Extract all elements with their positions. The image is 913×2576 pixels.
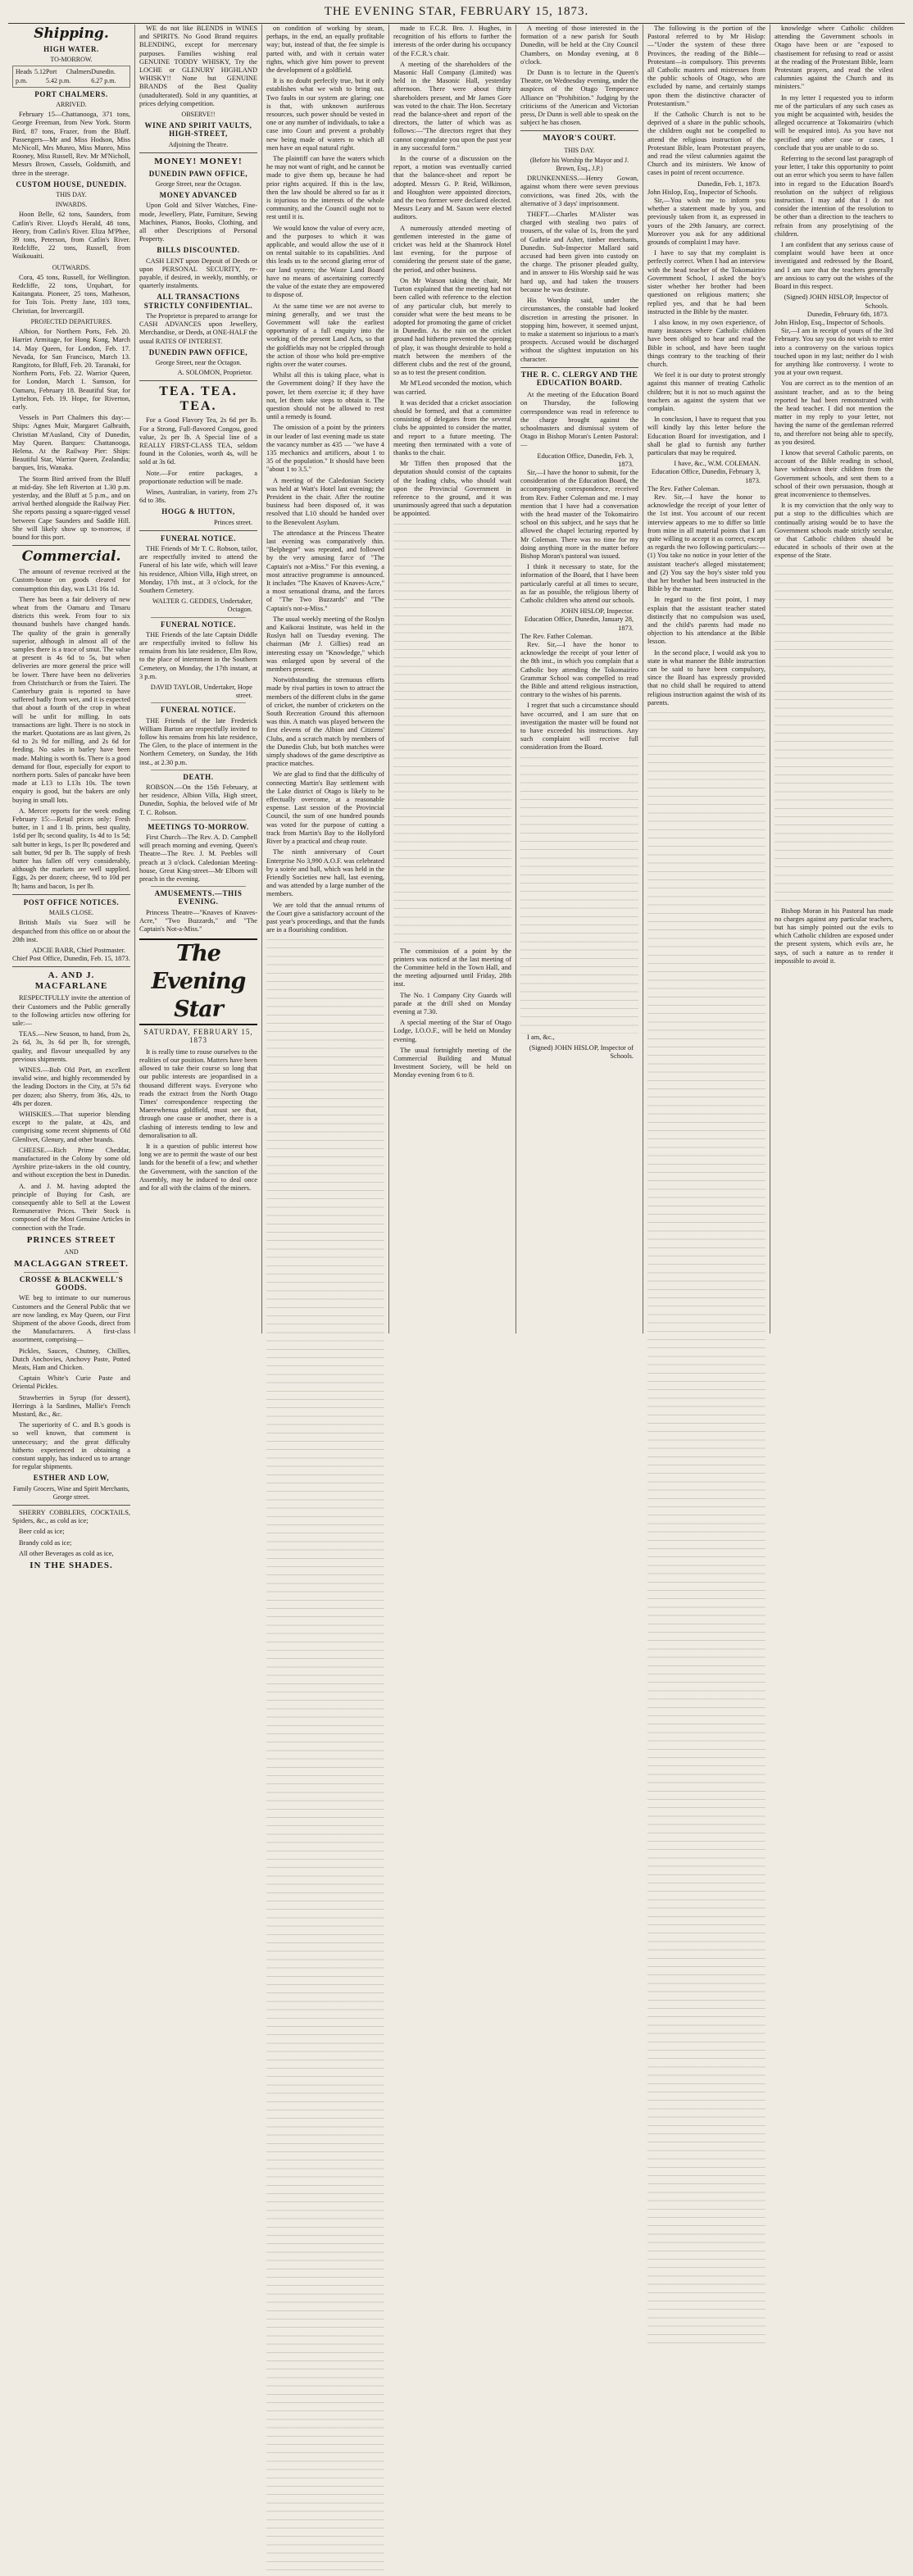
col6-p8: Rev. Sir,—I have the honor to acknowledge the receipt of your letter of the 1st inst. You account of our recent interview appears to me to differ so little from mine in all material points that I am quite willing to accept it as correct, except as regards the two following particulars:—(1) You take no notice in your letter of the assistant teacher's alleged misstatement; and (2) You say the boy's sister told you that her brother had been instructed in the Bible by the master.: [647, 493, 765, 593]
newspaper-flag: The Evening Star: [139, 938, 257, 1025]
post-text: British Mails via Suez will be despatched from this office on or about the 20th inst.: [12, 919, 130, 943]
col6-p3: Sir,—You wish me to inform you whether a statement made by you, and previously taken from it, as expressed in yours of the 29th January, are correct. Moreover you ask for any additional grounds of complaint I may have.: [647, 197, 765, 247]
cash-lent: CASH LENT upon Deposit of Deeds or upon PERSONAL SECURITY, re-payable, if desired, in weekly, monthly, or quarterly instalments.: [139, 257, 257, 290]
maclaggan-street: MACLAGGAN STREET.: [14, 1259, 129, 1269]
col7-p5: Sir,—I am in receipt of yours of the 3rd February. You say you do not wish to enter into a controversy on the various topics touched upon in my last; neither do I wish for anything like controversy. I wrote to you at your own request.: [774, 327, 893, 377]
meetings-text: First Church—The Rev. A. D. Campbell will preach morning and evening. Queen's Theatre—The Rev. J. M. Peebles will preach at 3 o'clock. Caledonian Meeting-house, Great King-street—Mr Elborn will preach in the evening.: [139, 834, 257, 884]
tide-dunedin: Dunedin. 6.27 p.m.: [91, 68, 116, 84]
col3-p8: A meeting of the Caledonian Society was held at Watt's Hotel last evening; the President in the chair. After the routine business had been disposed of, it was resolved that L10 should be handed over to the Benevolent Asylum.: [266, 476, 384, 526]
post-office-heading: POST OFFICE NOTICES.: [23, 897, 120, 906]
col3-p6: Whilst all this is taking place, what is the Government doing? If they have the power, let them exercise it; if they have not, let them take steps to obtain it. The question should not be allowed to rest until a remedy is found.: [266, 371, 384, 421]
col3-p12: We are glad to find that the difficulty of connecting Martin's Bay settlement with the Lake district of Otago is likely to be effectually overcome, at a reasonable expense. Last session of the Provincial Council, the sum of one hundred pounds was voted for the purpose of cutting a track from Martin's Bay to the Hollyford River by a practical and cheap route.: [266, 770, 384, 846]
high-water-when: TO-MORROW.: [50, 56, 93, 64]
masthead: THE EVENING STAR, FEBRUARY 15, 1873.: [8, 5, 905, 24]
macfarlane-p3: WINES.—Bob Old Port, an excellent invalid wine, and highly recommended by the leading Doctors in the City, at 57s 6d per dozen; also Sherry, from 36s, 42s, to 48s per dozen.: [12, 1065, 130, 1107]
crosse-p5: The superiority of C. and B.'s goods is so well known, that comment is unnecessary; and the great difficulty hitherto experienced in obtaining a constant supply, has induced us to arrange for regular shipments.: [12, 1421, 130, 1471]
column-5: [516, 25, 643, 1333]
shipping-heading: Shipping.: [34, 25, 109, 42]
mayors-court-heading: MAYOR'S COURT.: [543, 134, 616, 143]
macfarlane-p6: A. and J. M. having adopted the principle of Buying for Cash, are consequently able to Sell at the Lowest Remunerative Prices. Their Stock is composed of the Most Genuine Articles in connection with the Trade.: [12, 1182, 130, 1232]
body-text-lines: [266, 937, 384, 2576]
macfarlane-p4: WHISKIES.—That superior blending except to the palate, at 42s, and comprising some recent shipments of Old Glenlivet, Glenury, and other brands.: [12, 1110, 130, 1143]
meetings-heading: MEETINGS TO-MORROW.: [148, 822, 249, 831]
rc-p2: Sir,—I have the honor to submit, for the consideration of the Education Board, the accompanying correspondence, received from Rev. Father Coleman and me. I may mention that I have had a conversation with the head master of the Tokomairiro school on this subject, and he says that he allowed the chapel lecturing reported by Mr Coleman. There was no time for my doing anything more in the matter before Bishop Moran's pastoral was issued.: [520, 468, 638, 560]
vessels-text: Vessels in Port Chalmers this day:—Ships: Agnes Muir, Margaret Galbraith, Christian M'Ausland, City of Dunedin, May Queen. Barques: Chattanooga, Helena. At the Railway Pier: Ships: Beautiful Star, Warrior Queen, Zealandia; barques, Iris, Wanaka.: [12, 414, 130, 472]
col4-p9: The commission of a point by the printers was noticed at the last meeting of the Committee held in the Town Hall, and the meeting adjourned until Friday, 28th inst.: [393, 947, 511, 988]
col6-p1: The following is the portion of the Pastoral referred to by Mr Hislop:—"Under the system of these three Provinces, the reading of the Bible—Protestant—is compulsory. This prevents all Catholic masters and mistresses from the public schools of Otago, who are excluded by name, and certainly stamps upon them the distinctive character of Protestantism.": [647, 25, 765, 107]
rc-clergy-heading: THE R. C. CLERGY AND THE EDUCATION BOARD.: [520, 370, 638, 388]
col5-p2: Dr Dunn is to lecture in the Queen's Theatre, on Wednesday evening, under the auspices of the Otago Temperance Alliance on "Prohibition." Judging by the criticisms of the American and Victorian press, Dr Dunn is well able to speak on the subject he has chosen.: [520, 69, 638, 127]
col6-addressee-2: The Rev. Father Coleman.: [647, 484, 720, 493]
col4-p6: Mr M'Leod seconded the motion, which was carried.: [393, 379, 511, 396]
high-water-title: HIGH WATER.: [43, 45, 99, 53]
and-label: AND: [64, 1247, 79, 1256]
col3-p9: The attendance at the Princess Theatre last evening was comparatively thin. "Belphegor" was repeated, and followed by the very amusing farce of "The Captain's not a-Miss." For this evening, a most attractive programme is announced. It includes "The Knaves of Knaves-Acre," a most sensational drama, and the farces of "The Two Buzzards" and "The Captain's not-a-Miss.": [266, 529, 384, 612]
col7-p6: You are correct as to the mention of an assistant teacher, and as to the being reported he had been remonstrated with the head teacher. I did not mention the matter in my reply to your letter, not having the name of the gentleman referred to, and therefore not being able to specify, as you desired.: [774, 379, 893, 446]
flag-date: SATURDAY, FEBRUARY 15, 1873: [143, 1028, 253, 1045]
amusements-heading: AMUSEMENTS.—THIS EVENING.: [154, 889, 243, 906]
commercial-heading: Commercial.: [21, 548, 121, 566]
pawn-office-2: DUNEDIN PAWN OFFICE,: [148, 348, 248, 357]
col7-p4: I am confident that any serious cause of complaint would have been at once investigated and redressed by the Board, and I am sure that the teachers generally are anxious to carry out the wishes of the Board in this respect.: [774, 241, 893, 291]
rc-signature: JOHN HISLOP, Inspector.: [561, 607, 634, 616]
rc-p4: Rev. Sir,—I have the honor to acknowledge the receipt of your letter of the 8th inst., in which you complain that a Catholic boy attending the Tokomairiro Grammar School was compelled to read the Bible and attend religious instruction, contrary to the wishes of his parents.: [520, 641, 638, 699]
col4-p11: A special meeting of the Star of Otago Lodge, I.O.O.F., will be held on Monday evening.: [393, 1019, 511, 1043]
crosse-p4: Strawberries in Syrup (for dessert), Herrings à la Sardines, Mallie's French Mustard, &c., &c.: [12, 1393, 130, 1419]
col4-p12: The usual fortnightly meeting of the Commercial Building and Mutual Investment Society, will be held on Monday evening from 6 to 8.: [393, 1046, 511, 1079]
commercial-p3: A. Mercer reports for the week ending February 15:—Retail prices only: Fresh butter, in 1 and 1 lb. prints, best quality, 1s6d per lb; second quality, 1s 4d to 1s 5d; salt butter in kegs, 1s per lb; powdered and salt butter, 9d per lb. The supply of fresh butter has fallen off very considerably, although the markets are well supplied. Eggs, 2s per dozen; cheese, 9d to 10d per lb; hams and bacon, 1s per lb.: [12, 806, 130, 890]
projected-text: Albion, for Northern Ports, Feb. 20. Harriet Armitage, for Hong Kong, March 14. May Queen, for London, Feb. 17. Nevada, for San Francisco, March 13. Rangitoto, for Bluff, Feb. 20. Taranaki, for Northern Ports, Feb. 22. Warrior Queen, for London, March 1. Samson, for Oamaru, February 18. Beautiful Star, for Lyttelton, Feb. 19. Hope, for Riverton, early.: [12, 328, 130, 411]
princes-street: PRINCES STREET: [26, 1234, 116, 1245]
tea-text: For a Good Flavory Tea, 2s 6d per lb. For a Strong, Full-flavored Congou, good value, 2s per lb. A Special line of a REALLY FIRST-CLASS TEA, seldom found in the Colonies, worth 4s, will be sold at 3s 6d.: [139, 416, 257, 466]
geddes-signature: WALTER G. GEDDES, Undertaker, Octagon.: [152, 597, 252, 614]
mayor-p2: THEFT.—Charles M'Alister was charged with stealing two pairs of trousers, of the value of 1s, from the yard of Guthrie and Asher, timber merchants, Dunedin. Sub-Inspector Mallard said accused had been given into custody on the charge. The prisoner pleaded guilty, and in answer to His Worship said he was hard up, and had taken the trousers because he was destitute.: [520, 211, 638, 293]
funeral-2-text: THE Friends of the late Captain Diddle are respectfully invited to follow his remains from his late residence, Elm Row, to the place of internment in the Southern Cemetery, on Monday, the 17th instant, at 3 p.m.: [139, 630, 257, 680]
blends-ad: WE do not like BLENDS in WINES and SPIRITS. No Good Brand requires BLENDING, except for mercenary purposes. Families wishing real GENUINE TODDY WHISKY, Try the LOCHE or GLENURY HIGHLAND WHISKY!! None but GENUINE BRANDS of the Best Quality (unadulterated). Sold in any quantities, at prices defying competition.: [139, 25, 257, 107]
pawn-address-2: George Street, near the Octagon.: [155, 358, 242, 366]
column-3: [262, 25, 389, 1333]
pawn-text: Upon Gold and Silver Watches, Fine-mode, Jewellery, Plate, Furniture, Sewing Machines, Pianos, Books, Clothing, and all other Descriptions of Personal Property.: [139, 202, 257, 243]
body-text-lines: [393, 521, 511, 947]
col6-p4: I have to say that my complaint is perfectly correct. When I had an interview with the head teacher of the Tokomairiro Government School, I asked the boy's sister whether her brother had been questioned on religious matters; she replied yes, and that he had been instructed in the Bible by the master.: [647, 249, 765, 316]
column-4: [389, 25, 516, 1333]
crosse-p2: Pickles, Sauces, Chutney, Chillies, Dutch Anchovies, Anchovy Paste, Potted Meats, Ham and Chicken.: [12, 1347, 130, 1372]
col6-p7: In conclusion, I have to request that you will kindly lay this letter before the Education Board for investigation, and I shall be glad to furnish any further particulars that may be required.: [647, 416, 765, 457]
proprietor-text: The Proprietor is prepared to arrange for CASH ADVANCES upon Jewellery, Merchandise, or Deeds, at ONE-HALF the usual RATES OF INTEREST.: [139, 311, 257, 345]
outwards-text: Cora, 45 tons, Russell, for Wellington. Redcliffe, 22 tons, Urquhart, for Kaitangata. Pioneer, 25 tons, Matheson, for Tois Tois. Pretty Jane, 103 tons, Christian, for Invercargill.: [12, 273, 130, 315]
amusements-text: Princess Theatre—"Knaves of Knaves-Acre," "Two Buzzards," and "The Captain's Not-a-Miss.": [139, 908, 257, 934]
col4-p8: Mr Tiffen then proposed that the deputation should consist of the captains of the leading clubs, who should wait upon the Provincial Government in reference to the ground, and it was unanimously agreed that such a deputation be appointed.: [393, 460, 511, 518]
col4-p10: The No. 1 Company City Guards will parade at the drill shed on Monday evening at 7.30.: [393, 991, 511, 1015]
body-text-lines: [774, 563, 893, 907]
body-text-lines: [647, 710, 765, 2349]
col6-office: Dunedin, Feb. 1, 1873.: [697, 179, 761, 188]
columns: [8, 25, 905, 1571]
macfarlane-p2: TEAS.—New Season, to hand, from 2s, 2s 6d, 3s, 3s 6d per lb, for strength, quality, and flavour unequalled by any previous shipments.: [12, 1030, 130, 1063]
col4-p3: In the course of a discussion on the report, a motion was eventually carried that the balance-sheet and report be adopted. Messrs G. P. Reid, Wilkinson, and Houghton were appointed directors, and the two former were declared elected. Messrs Leary and M. Saxon were elected auditors.: [393, 155, 511, 221]
confidential: ALL TRANSACTIONS STRICTLY CONFIDENTIAL.: [143, 293, 253, 310]
col6-p10: In the second place, I would ask you to state in what manner the Bible instruction can be said to have been compulsory, since the Board has expressly provided that no child shall be required to attend religious instruction against the wish of its parents.: [647, 648, 765, 706]
storm-bird-text: The Storm Bird arrived from the Bluff at mid-day. She left Riverton at 1.30 p.m. yesterday, and the Bluff at 5 p.m., and on arrival berthed alongside the Railway Pier. She reports passing a square-rigged vessel between Cape Saunders and Saddle Hill. She will likely show up to-morrow, if bound for this port.: [12, 475, 130, 541]
sherry-line: SHERRY COBBLERS, COCKTAILS, Spiders, &c., as cold as ice;: [12, 1509, 130, 1525]
column-2: [135, 25, 262, 1333]
leader-p1: It is really time to rouse ourselves to the realities of our position. Matters have been allowed to take their course so long that our public interests are jeopardised in a thousand different ways. Everyone who reads the extract from the North Otago Times' correspondence respecting the Maerewhenua goldfield, must see that, through one cause or another, there is a clashing of interests tending to low and demoralisation to all.: [139, 1047, 257, 1139]
column-6: [643, 25, 770, 1333]
port-chalmers-heading: PORT CHALMERS.: [34, 89, 108, 98]
hogg-hutton: HOGG & HUTTON,: [161, 507, 235, 516]
money-advanced: MONEY ADVANCED: [159, 191, 238, 200]
funeral-3-heading: FUNERAL NOTICE.: [160, 706, 236, 715]
col6-addressee: John Hislop, Esq., Inspector of Schools.: [647, 188, 758, 196]
mayor-p3: His Worship said, under the circumstances, the constable had looked discretion in arresting the prisoner. In stopping him, however, it seemed unjust, to make a statement so injurious to a man's prospects. Accused would be discharged without the slightest imputation on his character.: [520, 297, 638, 363]
projected-heading: PROJECTED DEPARTURES.: [30, 317, 112, 325]
rc-p1: At the meeting of the Education Board on Thursday, the following correspondence was read in reference to the charge brought against the schoolmasters and dismissal system of Otago in Bishop Moran's Lenten Pastoral:—: [520, 391, 638, 449]
col3-p5: At the same time we are not averse to mining generally, and we trust the Government will take the earliest opportunity of a full enquiry into the working of the present Land Acts, so that the goldfields may not be crippled through the action of those who hold pre-emptive rights over the water courses.: [266, 302, 384, 368]
brandy-line: Brandy cold as ice;: [19, 1538, 72, 1547]
leader-p2: It is a question of public interest how long we are to permit the waste of our best lands for the benefit of a few; and whether the Government, with the sanction of the Assembly, may be induced to deal once and for all with the claims of the miners.: [139, 1142, 257, 1192]
wine-vaults: WINE AND SPIRIT VAULTS, HIGH-STREET,: [144, 121, 252, 139]
mayors-court-before: (Before his Worship the Mayor and J. Brown, Esq., J.P.): [529, 156, 629, 173]
solomon-signature: A. SOLOMON, Proprietor.: [177, 369, 252, 377]
rc-signature-2: (Signed) JOHN HISLOP, Inspector of Schools.: [529, 1043, 634, 1061]
beverages-line: All other Beverages as cold as ice,: [19, 1549, 114, 1557]
col6-p9: In regard to the first point, I may explain that the assistant teacher stated distinctly that no compulsion was used, and the child's parents had made no objection to his attendance at the Bible lesson.: [647, 596, 765, 646]
col7-p2: In my letter I requested you to inform me of the particulars of any such cases as you might be acquainted with, besides the alleged occurrence at Tokomairiro (which will be enquired into). As you have not specified any other case or cases, I conclude that you are unable to do so.: [774, 93, 893, 152]
col7-p1: knowledge where Catholic children attending the Government schools in Otago have been or are "exposed to chastisement for refusing to read or assist at the reading of the Protestant Bible, learn Protestant prayers, and read the vilest calumnies against the Church and its ministers.": [774, 25, 893, 91]
post-place: Chief Post Office, Dunedin, Feb. 15, 1873.: [12, 955, 130, 963]
esther-low: ESTHER AND LOW,: [33, 1474, 110, 1483]
funeral-1-heading: FUNERAL NOTICE.: [160, 534, 236, 543]
death-text: ROBSON.—On the 15th February, at her residence, Albion Villa, High street, Dunedin, Sophia, the beloved wife of Mr T. C. Robson.: [139, 784, 257, 816]
pawn-address: George Street, near the Octagon.: [155, 180, 242, 189]
col6-signature: I have, &c., W.M. COLEMAN.: [674, 460, 761, 468]
col4-p4: A numerously attended meeting of gentlemen interested in the game of cricket was held at the Shamrock Hotel last evening, for the purpose of considering the present state of the game, the period, and other business.: [393, 224, 511, 274]
col5-p1: A meeting of those interested in the formation of a new parish for South Dunedin, will be held at the City Council Chambers, on Monday evening, at 8 o'clock.: [520, 25, 638, 66]
col4-p2: A meeting of the shareholders of the Masonic Hall Company (Limited) was held in the Masonic Hall, yesterday afternoon. There were about thirty shareholders present, and Mr James Gore was voted to the chair. The Hon. Secretary read the balance-sheet and report of the directors, the latter of which was as follows:—"The directors regret that they cannot congratulate you upon the past year in any successful form.": [393, 60, 511, 152]
col6-p6: We feel it is our duty to protest strongly against this manner of treating Catholic children; but it is not so much against the teachers as against the system that we complain.: [647, 371, 765, 412]
rc-p5: I regret that such a circumstance should have occurred, and I am sure that on investigation the master will be found not to have exceeded his instructions. Any such complaint will receive full consideration from the Board.: [520, 702, 638, 752]
col7-p8: It is my conviction that the only way to put a stop to the difficulties which are continually arising would be to have the Government schools made strictly secular, or that Catholic children should be educated in schools of their own at the expense of the State.: [774, 502, 893, 560]
inwards-text: Hoon Belle, 62 tons, Saunders, from Catlin's River. Lloyd's Herald, 48 tons, Henry, from Catlin's River. Eliza M'Phee, 39 tons, Peterson, from Catlin's River. Redcliffe, 22 tons, Russell, from Waikouaiti.: [12, 211, 130, 261]
col3-p1: on condition of working by steam, perhaps, in the end, an equally profitable way; but, instead of that, the fee simple is parted with, and with it certain water rights, which give him power to prevent the development of a goldfield.: [266, 25, 384, 75]
rc-office: Education Office, Dunedin, Feb. 3, 1873.: [537, 452, 634, 468]
mayors-court-day: THIS DAY.: [564, 146, 595, 154]
inwards-heading: INWARDS.: [55, 201, 88, 209]
arrived-text: February 15—Chattanooga, 371 tons, George Freeman, from New York. Storm Bird, 87 tons, Frazer, from the Bluff. Passengers—Mr and Miss Hodson, Miss McNicoll, Mrs Munro, Miss Munro, Miss Rooney, Miss Russell, Rev. Mr M'Nicholl, Messrs Brown, Cassels, Goldsmith, and three in the steerage.: [12, 111, 130, 177]
col7-signature: (Signed) JOHN HISLOP, Inspector of Schools.: [784, 293, 888, 310]
customs-day: THIS DAY.: [56, 191, 87, 199]
tide-port: Port Chalmers 5.42 p.m.: [45, 68, 92, 84]
macfarlane-title: A. AND J. MACFARLANE: [34, 970, 108, 992]
col6-p2: If the Catholic Church is not to be deprived of a share in the public schools, the children ought not be compelled to attend the religious instruction of the Protestant Bible, learn Protestant prayers, and read the vilest calumnies against the Church and its ministers. We know of cases in point of recent occurrence.: [647, 111, 765, 177]
esther-low-sub: Family Grocers, Wine and Spirit Merchants, George street.: [13, 1484, 129, 1501]
col4-p1: made to F.C.R. Bro. J. Hughes, in recognition of his efforts to further the interests of the order during his occupancy of the F.C.R.'s chair.: [393, 25, 511, 57]
col6-office-2: Education Office, Dunedin, February 3, 1873.: [651, 468, 761, 484]
column-7: [770, 25, 897, 1333]
col7-p7: I know that several Catholic parents, on account of the Bible reading in school, have withdrawn their children from the Government schools, and sent them to a school of their own persuasion, though at great inconvenience to themselves.: [774, 448, 893, 498]
mayor-p1: DRUNKENNESS.—Henry Gowan, against whom there were seven previous convictions, was fined 20s, with the alternative of 3 days' imprisonment.: [520, 175, 638, 207]
col7-p3: Referring to the second last paragraph of your letter, I take this opportunity to point out an error which you seem to have fallen into in regard to the Education Board's resolution on the subject of religious instruction. I may add that I do not consider the intention of the resolution to be other than a direction to the teachers to refrain from any proselytising of the children.: [774, 155, 893, 238]
macfarlane-p5: CHEESE.—Rich Prime Cheddar, manufactured in the Colony by some old Ayrshire prize-takers in the old country, and without exception the best in Dunedin.: [12, 1146, 130, 1179]
macfarlane-p1: RESPECTFULLY invite the attention of their Customers and the Public generally to the following articles now offering for sale:—: [12, 994, 130, 1027]
mails-close: MAILS CLOSE.: [48, 909, 94, 917]
col3-p13: The ninth anniversary of Court Enterprise No 3,990 A.O.F. was celebrated by a soirée and ball, which was held in the Friendly Societies new hall, last evening, and was attended by a large number of the members.: [266, 848, 384, 898]
shades-title: IN THE SHADES.: [30, 1561, 113, 1571]
column-1: [8, 25, 135, 1571]
bills-discounted: BILLS DISCOUNTED.: [157, 246, 240, 255]
body-text-lines: [520, 755, 638, 1034]
col7-p9: Bishop Moran in his Pastoral has made no charges against any particular teachers, but has simply pointed out the evils to which Catholic children are exposed under the present system, which evils are, he says, of such a nature as to render it impossible to avoid it.: [774, 906, 893, 965]
post-signature: ADCIE BARR, Chief Postmaster.: [32, 946, 125, 954]
commercial-p1: The amount of revenue received at the Custom-house on goods cleared for consumption this day, was L31 16s 1d.: [12, 568, 130, 593]
tea-wines: Wines, Australian, in variety, from 27s 6d to 38s.: [139, 488, 257, 505]
outwards-heading: OUTWARDS.: [52, 263, 91, 271]
col4-p7: It was decided that a cricket association should be formed, and that a committee consisting of delegates from the several clubs be appointed to consider the matter, and report to a future meeting. The meeting then terminated with a vote of thanks to the chair.: [393, 398, 511, 457]
rc-p3: I think it necessary to state, for the information of the Board, that I have been particularly careful at all times to secure, as far as possible, the religious liberty of Catholic children who attend our schools.: [520, 563, 638, 604]
tide-table: [12, 66, 130, 87]
pawn-office: DUNEDIN PAWN OFFICE,: [148, 169, 248, 178]
adjoining: Adjoining the Theatre.: [168, 140, 229, 148]
hogg-address: Princes street.: [214, 518, 252, 526]
rc-p6: I am, &c.,: [527, 1033, 555, 1041]
crosse-p1: WE beg to intimate to our numerous Customers and the General Public that we are now landing, ex May Queen, our First Shipment of the above Goods, direct from the Manufacturers. A first-class assortment, comprising—: [12, 1294, 130, 1344]
arrived-heading: ARRIVED.: [56, 101, 87, 109]
crosse-p3: Captain White's Curie Paste and Oriental Pickles.: [12, 1374, 130, 1391]
col4-p5: On Mr Watson taking the chair, Mr Turton explained that the meeting had not been called with reference to the election of any particular club, but merely to consider what were the best means to be adopted for promoting the game of cricket in Dunedin. As the rain on the cricket ground had hitherto prevented the opening of play, it was thought desirable to hold a match between the members of the different clubs and the rest of the ground, so as to test the present condition.: [393, 276, 511, 377]
tide-heads: Heads 5.12 p.m.: [16, 68, 46, 84]
funeral-3-text: THE Friends of the late Frederick William Barton are respectfully invited to follow his remains from his late residence, The Glen, to the place of interment in the Northern Cemetery, on Sunday, the 16th inst., at 2.30 p.m.: [139, 716, 257, 766]
col3-p7: The omission of a point by the printers in our leader of last evening made us state the vacancy number as 435 — "we have 4 135 mechanics and artificers, about 1 to 35 of the population." It should have been "about 1 to 3.5.": [266, 424, 384, 474]
customs-heading: CUSTOM HOUSE, DUNEDIN.: [16, 179, 127, 189]
funeral-2-heading: FUNERAL NOTICE.: [160, 620, 236, 629]
col3-p4: We would know the value of every acre, and the purposes to which it was applicable, and would allow the use of it on rental suitable to its capabilities. And this leads us to the second glaring error of our land system; the Waste Land Board have no means of ascertaining correctly the value of the estate they are empowered to dispose of.: [266, 224, 384, 299]
beer-line: Beer cold as ice;: [19, 1528, 65, 1536]
commercial-p2: There has been a fair delivery of new wheat from the Oamaru and Timaru districts this week. From four to six thousand bushels have changed hands. The quality of the grain is generally superior, although in almost all of the samples there is a trace of smut. The value at present is 4s 6d to 5s, but when deliveries are more general the price will be lower. There have been no deliveries from Christchurch or from the Taieri. The Canterbury grain is reported to have suffered badly from wet, and it is expected that about a fourth of the crop in wheat will be unfit for milling. In oats transactions are light. There is no stock in the market. Quotations are as last given, 2s 6d to 2s 9d for milling, and 2s 6d for feeding. No sales in barley have been made. Malting is worth 6s. There is a good demand for flour, especially for export to northern ports. Sales of pancake have been made at L13 to L13s 10s. The town enquiry is good, but the bakers are only buying in small lots.: [12, 595, 130, 804]
taylor-signature: DAVID TAYLOR, Undertaker, Hope street.: [150, 684, 252, 700]
tea-title: TEA. TEA. TEA.: [159, 384, 238, 414]
rc-office-2: Education Office, Dunedin, January 28, 1873.: [524, 616, 634, 632]
tea-note: Note.—For entire packages, a proportionate reduction will be made.: [139, 469, 257, 485]
col3-p11: Notwithstanding the strenuous efforts made by rival parties in town to attract the members of the different clubs in the game of cricket, the number of cricketers on the South Recreation Ground this afternoon was thin. A match was played between the first elevens of the Albion and Citizens' Clubs, and a scratch match by members of the Dunedin Club, but both matches were simply shadows of the game descriptive as practice matches.: [266, 676, 384, 768]
observe: OBSERVE!!: [181, 111, 216, 119]
col3-p3: The plaintiff can have the waters which he may not want of right, and he cannot be made to give them up, because he had prior rights acquired. If this is the law, then the law should be altered so far as it is injurious to the interests of the whole community, and the Council ought not to rest until it is.: [266, 155, 384, 221]
col3-p2: It is no doubt perfectly true, but it only establishes what we wish to bring out. Two faults in our system are glaring; one is that, with unknown auriferous resources, such power should be vested in one or any number of individuals, to take a case into Court and prevent a probably new being made of waters to which all men have an equal natural right.: [266, 77, 384, 152]
rc-addressee: The Rev. Father Coleman.: [520, 632, 593, 640]
death-heading: DEATH.: [183, 772, 214, 781]
col3-p10: The usual weekly meeting of the Roslyn and Kaikorai Institute, was held in the Roslyn hall on Tuesday evening. The chairman (Mr J. Gillies) read an interesting essay on "Knowledge," which was enlarged upon by several of the members present.: [266, 615, 384, 674]
crosse-heading: CROSSE & BLACKWELL'S GOODS.: [19, 1275, 124, 1293]
col6-p5: I also know, in my own experience, of many instances where Catholic children have been obliged to hear and read the Bible in school, and have been taught things contrary to the teaching of their church.: [647, 318, 765, 368]
col3-p14: We are told that the annual returns of the Court give a satisfactory account of the past year's proceedings, and that the funds are in a flourishing condition.: [266, 901, 384, 934]
col7-addressee: John Hislop, Esq., Inspector of Schools.: [774, 318, 885, 326]
money-title: MONEY! MONEY!: [154, 156, 243, 166]
col7-office: Dunedin, February 6th, 1873.: [806, 310, 888, 318]
funeral-1-text: THE Friends of Mr T. C. Robson, tailor, are respectfully invited to attend the Funeral of his late wife, which will leave his residence, Albion Villa, High street, on Monday, 17th inst., at 3 o'clock, for the Southern Cemetery.: [139, 544, 257, 594]
